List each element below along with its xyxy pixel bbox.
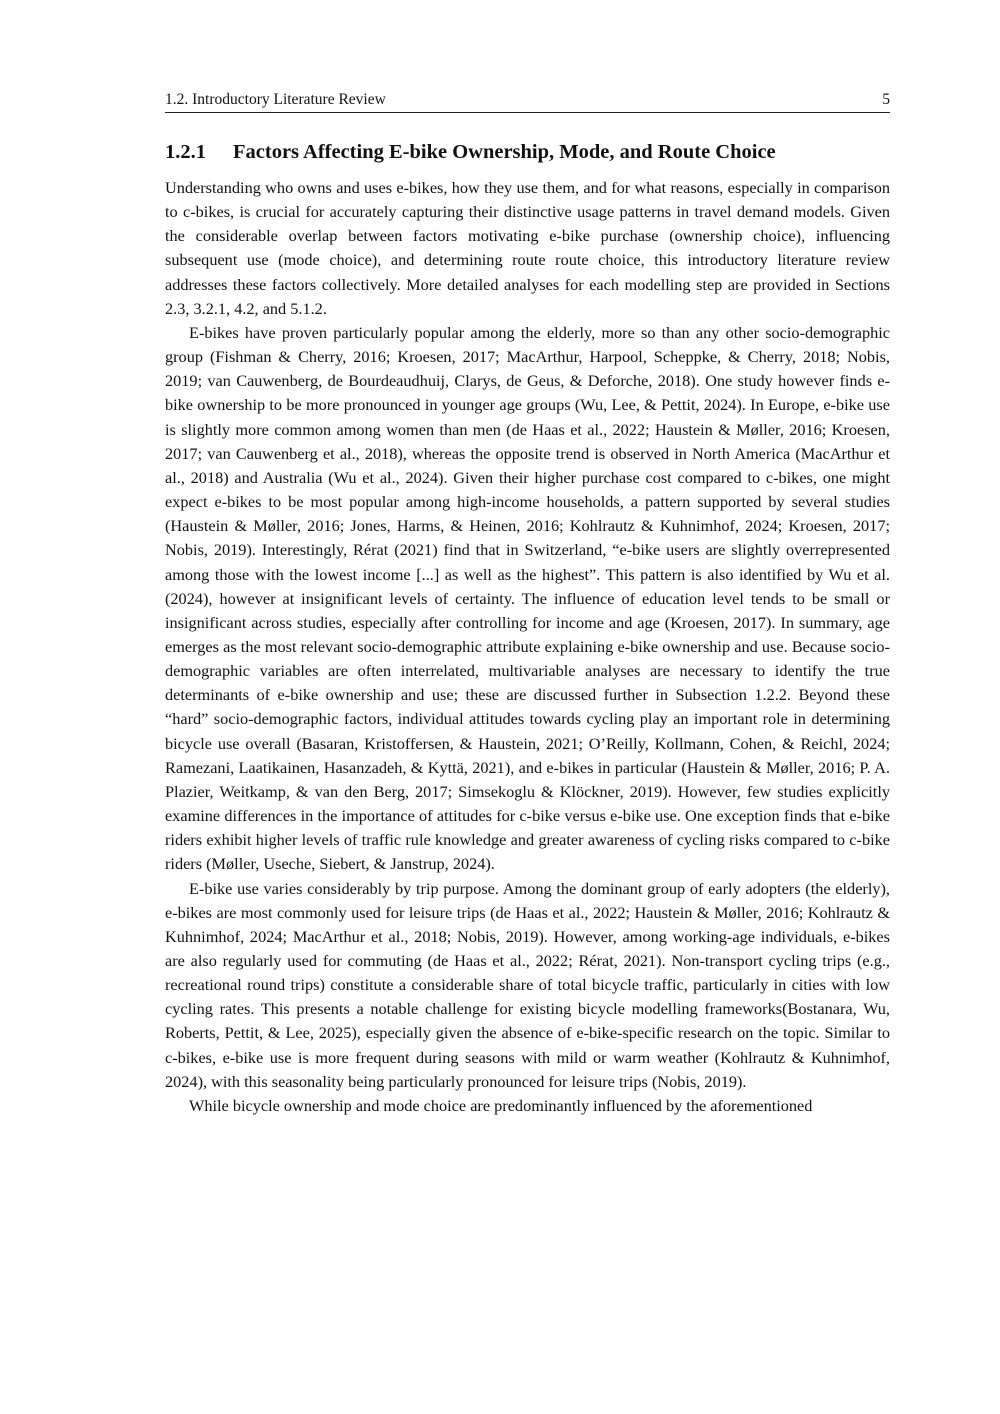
paragraph: E-bikes have proven particularly popular among the elderly, more so than any other socio-demographic group (Fishman & Cherry, 2016; Kroesen, 2017; MacArthur, Harpool, Scheppke, & Cherry, 2018; Nobis, 2019; van Cauwenberg, de Bourdeaudhuij, Clarys, de Geus, & Deforche, 2018). One study however finds e-bike ownership to be more pronounced in younger age groups (Wu, Lee, & Pettit, 2024). In Europe, e-bike use is slightly more common among women than men (de Haas et al., 2022; Haustein & Møller, 2016; Kroesen, 2017; van Cauwenberg et al., 2018), whereas the opposite trend is observed in North America (MacArthur et al., 2018) and Australia (Wu et al., 2024). Given their higher purchase cost compared to c-bikes, one might expect e-bikes to be most popular among high-income households, a pattern supported by several studies (Haustein & Møller, 2016; Jones, Harms, & Heinen, 2016; Kohlrautz & Kuhnimhof, 2024; Kroesen, 2017; Nobis, 2019). Interestingly, Rérat (2021) find that in Switzerland, “e-bike users are slightly overrepresented among those with the lowest income [...] as well as the highest”. This pattern is also identified by Wu et al. (2024), however at insignificant levels of certainty. The influence of education level tends to be small or insignificant across studies, especially after controlling for income and age (Kroesen, 2017). In summary, age emerges as the most relevant socio-demographic attribute explaining e-bike ownership and use. Because socio-demographic variables are often interrelated, multivariable analyses are necessary to identify the true determinants of e-bike ownership and use; these are discussed further in Subsection 1.2.2. Beyond these “hard” socio-demographic factors, individual attitudes towards cycling play an important role in determining bicycle use overall (Basaran, Kristoffersen, & Haustein, 2021; O’Reilly, Kollmann, Cohen, & Reichl, 2024; Ramezani, Laatikainen, Hasanzadeh, & Kyttä, 2021), and e-bikes in particular (Haustein & Møller, 2016; P. A. Plazier, Weitkamp, & van den Berg, 2017; Simsekoglu & Klöckner, 2019). However, few studies explicitly examine differences in the importance of attitudes for c-bike versus e-bike use. One exception finds that e-bike riders exhibit higher levels of traffic rule knowledge and greater awareness of cycling risks compared to c-bike riders (Møller, Useche, Siebert, & Janstrup, 2024). (165, 322, 890, 874)
paragraph: While bicycle ownership and mode choice are predominantly influenced by the aforementioned (189, 1095, 813, 1115)
body-text (165, 176, 890, 1118)
header-section-title: 1.2. Introductory Literature Review (165, 91, 386, 108)
paragraph: Understanding who owns and uses e-bikes, how they use them, and for what reasons, especially in comparison to c-bikes, is crucial for accurately capturing their distinctive usage patterns in travel demand models. Given the considerable overlap between factors motivating e-bike purchase (ownership choice), influencing subsequent use (mode choice), and determining route route choice, this introductory literature review addresses these factors collectively. More detailed analyses for each modelling step are provided in Sections 2.3, 3.2.1, 4.2, and 5.1.2. (165, 178, 890, 318)
page-number: 5 (882, 91, 890, 108)
section-number: 1.2.1 (165, 141, 206, 163)
running-header (165, 90, 890, 113)
section-title: Factors Affecting E-bike Ownership, Mode, and Route Choice (233, 141, 776, 163)
section-heading (165, 141, 890, 164)
paragraph: E-bike use varies considerably by trip purpose. Among the dominant group of early adopters (the elderly), e-bikes are most commonly used for leisure trips (de Haas et al., 2022; Haustein & Møller, 2016; Kohlrautz & Kuhnimhof, 2024; MacArthur et al., 2018; Nobis, 2019). However, among working-age individuals, e-bikes are also regularly used for commuting (de Haas et al., 2022; Rérat, 2021). Non-transport cycling trips (e.g., recreational round trips) constitute a considerable share of total bicycle traffic, particularly in cities with low cycling rates. This presents a notable challenge for existing bicycle modelling frameworks(Bostanara, Wu, Roberts, Pettit, & Lee, 2025), especially given the absence of e-bike-specific research on the topic. Similar to c-bikes, e-bike use is more frequent during seasons with mild or warm weather (Kohlrautz & Kuhnimhof, 2024), with this seasonality being particularly pronounced for leisure trips (Nobis, 2019). (165, 878, 890, 1091)
